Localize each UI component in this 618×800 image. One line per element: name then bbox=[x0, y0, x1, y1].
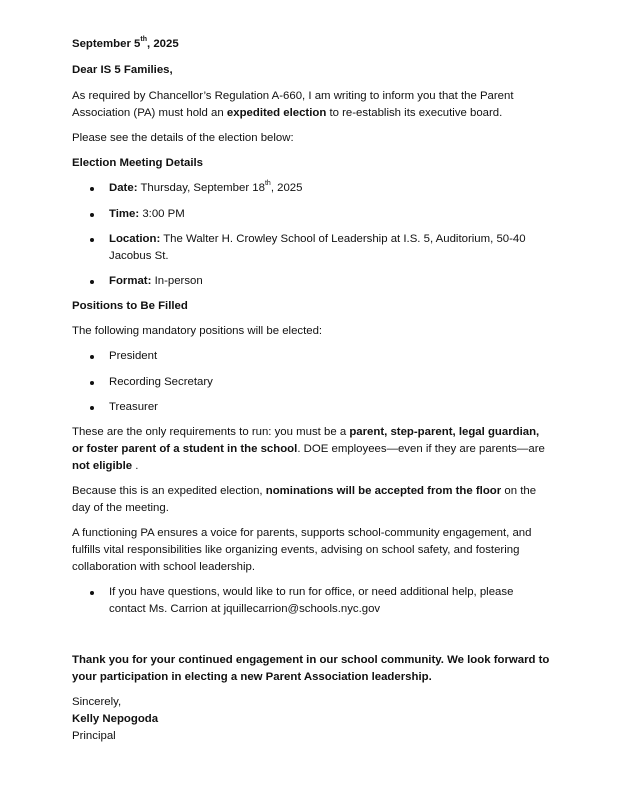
bullet-icon bbox=[90, 187, 94, 191]
requirements-paragraph: These are the only requirements to run: you must be a parent, step-parent, legal guardian, or foster parent of a student in the school. DOE employees—even if they are parents—are not eligible . bbox=[72, 426, 545, 472]
functioning-pa-paragraph: A functioning PA ensures a voice for parents, supports school-community engagement, and fulfills vital responsibilities like organizing events, advising on school safety, and fostering collaboration with school leadership. bbox=[72, 527, 532, 573]
bullet-icon bbox=[90, 238, 94, 242]
letter-date: September 5th, 2025 bbox=[72, 36, 179, 50]
bullet-icon bbox=[90, 355, 94, 359]
positions-intro-text: The following mandatory positions will be elected: bbox=[72, 325, 323, 337]
meeting-details-heading: Election Meeting Details bbox=[72, 157, 204, 169]
sincerely-text: Sincerely, bbox=[72, 696, 122, 708]
bullet-icon bbox=[90, 406, 94, 410]
thanks-paragraph: Thank you for your continued engagement in our school community. We look forward to your participation in electing a new Parent Association leadership. bbox=[72, 654, 550, 683]
see-details-text: Please see the details of the election below: bbox=[72, 132, 294, 144]
bullet-icon bbox=[90, 381, 94, 385]
bullet-icon bbox=[90, 591, 94, 595]
positions-heading: Positions to Be Filled bbox=[72, 300, 188, 312]
expedited-paragraph: Because this is an expedited election, nominations will be accepted from the floor on the day of the meeting. bbox=[72, 485, 537, 514]
bullet-icon bbox=[90, 213, 94, 217]
intro-paragraph: As required by Chancellor’s Regulation A-660, I am writing to inform you that the Parent Association (PA) must hold an expedited election to re-establish its executive board. bbox=[72, 90, 514, 119]
signer-title: Principal bbox=[72, 730, 116, 742]
signer-name: Kelly Nepogoda bbox=[72, 713, 159, 725]
greeting: Dear IS 5 Families, bbox=[72, 64, 173, 76]
bullet-icon bbox=[90, 280, 94, 284]
